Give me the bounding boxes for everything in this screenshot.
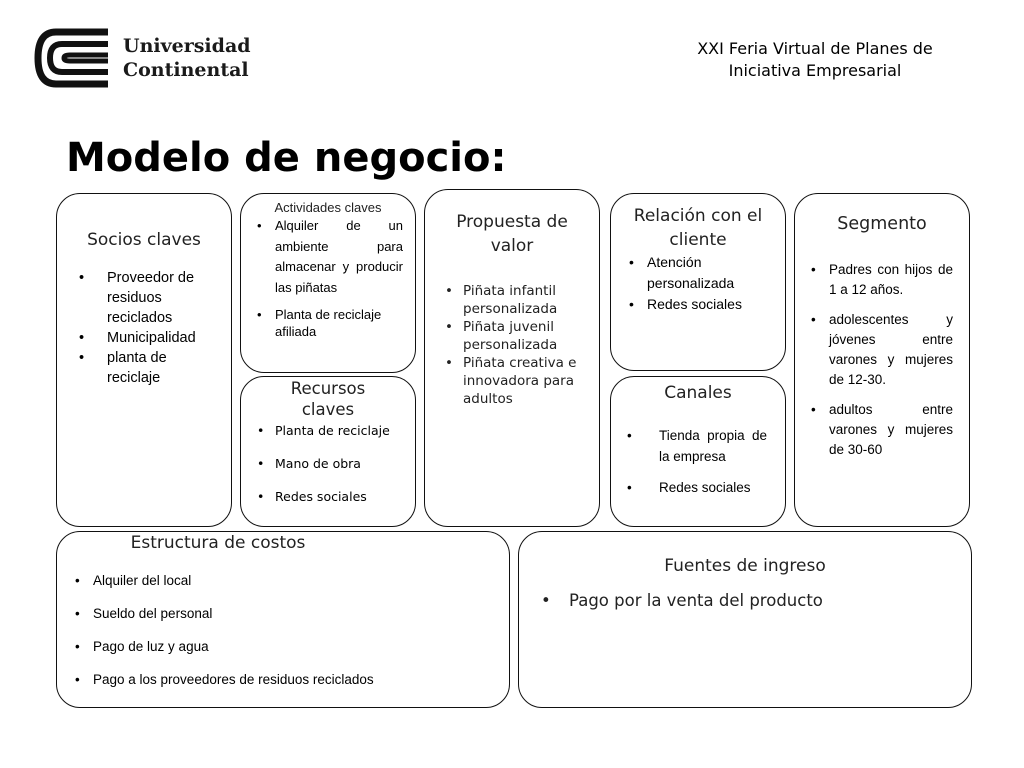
list-item: • Tienda propia de la empresa [623,425,767,467]
socios-claves-title: Socios claves [87,230,201,250]
list-item: • Redes sociales [623,477,767,498]
estructura-de-costos-box [56,531,510,708]
list-item: • Proveedor de residuos reciclados [75,268,221,328]
list-item: • Piñata creativa e innovadora para adultos [441,354,591,408]
relacion-con-el-cliente-title: Relación con el cliente [633,206,763,250]
university-name [123,34,251,82]
event-title [650,38,980,82]
list-item: • Pago a los proveedores de residuos reciclados [71,672,499,688]
segmento-list [807,260,953,460]
fuentes-de-ingreso-list [537,590,961,612]
list-item: • Pago de luz y agua [71,639,499,655]
actividades-claves-title: Actividades claves [274,200,382,215]
list-item: • adultos entre varones y mujeres de 30-60 [807,400,953,460]
list-item: • Alquiler del local [71,573,499,589]
segmento-title: Segmento [837,214,927,234]
segmento-box [794,193,970,527]
socios-claves-box [56,193,232,527]
list-item: • Planta de reciclaje [253,423,405,439]
propuesta-de-valor-box [424,189,600,527]
actividades-claves-list [253,216,403,340]
actividades-claves-box [240,193,416,373]
list-item: • Piñata infantil personalizada [441,282,591,318]
list-item: • Piñata juvenil personalizada [441,318,591,354]
socios-claves-list [75,268,221,388]
propuesta-de-valor-title: Propuesta de valor [456,212,568,256]
list-item: • Sueldo del personal [71,606,499,622]
page-title: Modelo de negocio: [66,135,507,181]
event-line-1: XXI Feria Virtual de Planes de [697,39,933,58]
fuentes-de-ingreso-box [518,531,972,708]
recursos-claves-title: Recursos claves [290,379,366,419]
relacion-con-el-cliente-box [610,193,786,371]
brand-line-1: Universidad [123,35,251,57]
recursos-claves-box [240,376,416,527]
list-item: • Atención personalizada [625,252,777,294]
list-item: • adolescentes y jóvenes entre varones y mujeres de 12-30. [807,310,953,390]
list-item: • planta de reciclaje [75,348,221,388]
canales-box [610,376,786,527]
list-item: • Alquiler de un ambiente para almacenar y producir las piñatas [253,216,403,298]
brand-line-2: Continental [123,59,249,81]
universidad-continental-logo-icon [32,28,112,88]
list-item: • Padres con hijos de 1 a 12 años. [807,260,953,300]
canales-title: Canales [664,383,732,403]
propuesta-de-valor-list [441,282,591,408]
list-item: • Redes sociales [253,489,405,505]
canales-list [623,425,767,498]
estructura-de-costos-list [71,573,499,688]
list-item: • Municipalidad [75,328,221,348]
recursos-claves-list [253,423,405,505]
list-item: • Pago por la venta del producto [537,590,961,612]
list-item: • Mano de obra [253,456,405,472]
estructura-de-costos-title: Estructura de costos [130,533,306,553]
list-item: • Redes sociales [625,294,777,315]
list-item: • Planta de reciclaje afiliada [253,306,403,340]
fuentes-de-ingreso-title: Fuentes de ingreso [664,556,826,576]
event-line-2: Iniciativa Empresarial [728,61,902,80]
relacion-con-el-cliente-list [625,252,777,315]
